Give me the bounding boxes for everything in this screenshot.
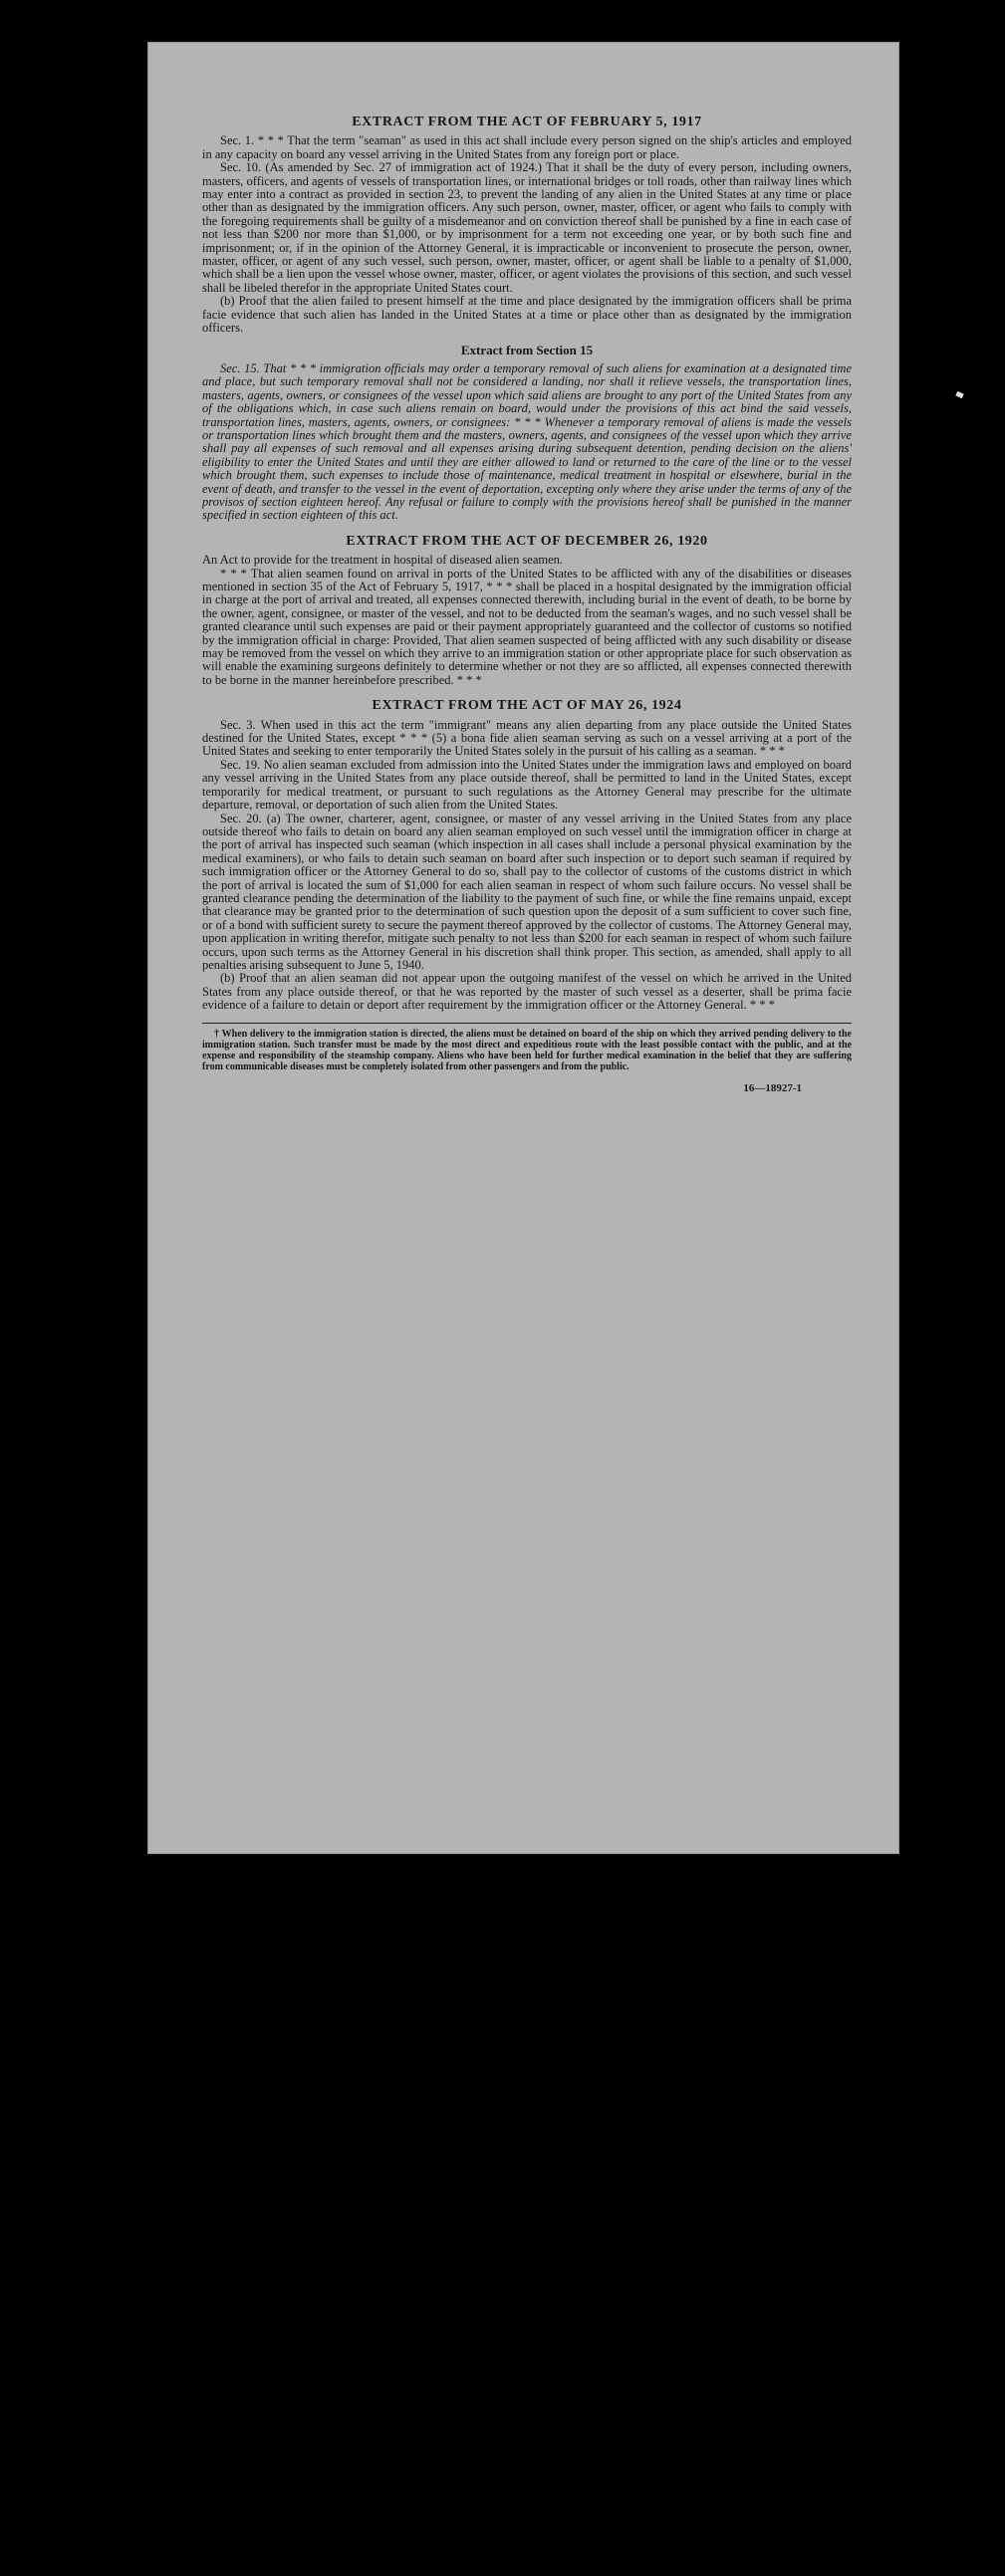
footnote bbox=[202, 1029, 852, 1073]
paragraph-1924-sec-20b: (b) Proof that an alien seaman did not appear upon the outgoing manifest of the vessel on which he arrived in the United States from any place outside thereof, or that he was reported by the master of such vessel as a deserter, shall be prima facie evidence of a failure to detain or deport after requirement by the immigration officer or the Attorney General. * * * bbox=[202, 971, 852, 1013]
heading-act-1920: EXTRACT FROM THE ACT OF DECEMBER 26, 1920 bbox=[346, 533, 708, 549]
scan-speck bbox=[955, 391, 963, 398]
document-body bbox=[202, 116, 852, 1096]
paragraph-sec-15: Sec. 15. That * * * immigration officials may order a temporary removal of such aliens for examination at a designated time and place, but such temporary removal shall not be considered a landing, nor shall it relieve vessels, the transportation lines, masters, agents, owners, or consignees of the vessel upon which said aliens are brought to any port of the United States from any of the obligations which, in case such aliens remain on board, would under the provisions of this act bind the said vessels, transportation lines, masters, agents, owners, or consignees: * * * Whenever a temporary removal of aliens is made the vessels or transportation lines which brought them and the masters, owners, agents, and consignees of the vessel upon which they arrive shall pay all expenses of such removal and all expenses arising during subsequent detention, pending decision on the aliens' eligibility to enter the United States and until they are either allowed to land or returned to the care of the line or to the vessel which brought them, such expenses to include those of maintenance, medical treatment in hospital or elsewhere, burial in the event of death, and transfer to the vessel in the event of deportation, excepting only where they arise under the terms of any of the provisos of section eighteen hereof. Any refusal or failure to comply with the provisions hereof shall be punished in the manner specified in section eighteen of this act. bbox=[202, 360, 852, 523]
form-number: 16—18927-1 bbox=[743, 1082, 802, 1095]
document-page bbox=[147, 42, 899, 1854]
paragraph-1924-sec-3: Sec. 3. When used in this act the term "immigrant" means any alien departing from any place outside the United States destined for the United States, except * * * (5) a bona fide alien seaman serving as such on a vessel arriving at a port of the United States and seeking to enter temporarily the United States solely in the pursuit of his calling as a seaman. * * * bbox=[202, 717, 852, 759]
heading-act-1917: EXTRACT FROM THE ACT OF FEBRUARY 5, 1917 bbox=[352, 115, 702, 129]
paragraph-1920-body: * * * That alien seamen found on arrival in ports of the United States to be afflicted with any of the disabilities or diseases mentioned in section 35 of the Act of February 5, 1917, * * * shall be placed in a hospital designated by the immigration official in charge at the port of arrival and treated, all expenses connected therewith, including burial in the event of death, to be borne by the owner, agent, consignee, or master of the vessel, and not to be deducted from the seaman's wages, and no such vessel shall be granted clearance until such expenses are paid or their payment appropriately guaranteed and the collector of customs so notified by the immigration official in charge: Provided, That alien seamen suspected of being afflicted with any such disability or disease may be removed from the vessel on which they arrive to an immigration station or other appropriate place for such observation as will enable the examining surgeons definitely to determine whether or not they are so afflicted, all expenses connected therewith to be borne in the manner hereinbefore prescribed. * * * bbox=[202, 566, 852, 687]
paragraph-1924-sec-20a: Sec. 20. (a) The owner, charterer, agent, consignee, or master of any vessel arriving in the United States from any place outside thereof who fails to detain on board any alien seaman employed on such vessel until the immigration officer in charge at the port of arrival has inspected such seaman (which inspection in all cases shall include a personal physical examination by the medical examiners), or who fails to detain such seaman on board after such inspection or to deport such seaman if required by such immigration officer or the Attorney General to do so, shall pay to the collector of customs of the customs district in which the port of arrival is located the sum of $1,000 for each alien seaman in respect of whom such failure occurs. No vessel shall be granted clearance pending the determination of the liability to the payment of such fine, or while the fine remains unpaid, except that clearance may be granted prior to the determination of such question upon the deposit of a sum sufficient to cover such fine, or of a bond with sufficient surety to secure the payment thereof approved by the collector of customs. The Attorney General may, upon application in writing therefor, mitigate such penalty to not less than $200 for each seaman in respect of whom such failure occurs, upon such terms as the Attorney General in his discretion shall think proper. This section, as amended, shall apply to all penalties arising subsequent to June 5, 1940. bbox=[202, 811, 852, 972]
footnote-divider bbox=[202, 1023, 852, 1024]
heading-act-1924: EXTRACT FROM THE ACT OF MAY 26, 1924 bbox=[372, 698, 682, 714]
paragraph-1924-sec-19: Sec. 19. No alien seaman excluded from admission into the United States under the immigration laws and employed on board any vessel arriving in the United States from any place outside thereof, shall be permitted to land in the United States, except temporarily for medical treatment, or pursuant to such regulations as the Attorney General may prescribe for the ultimate departure, removal, or deportation of such alien from the United States. bbox=[202, 757, 852, 813]
paragraph-sec-10b: (b) Proof that the alien failed to present himself at the time and place designated by the immigration officers shall be prima facie evidence that such alien has landed in the United States at a time or place other than as designated by the immigration officers. bbox=[202, 294, 852, 336]
paragraph-sec-1: Sec. 1. * * * That the term "seaman" as used in this act shall include every person signed on the ship's articles and employed in any capacity on board any vessel arriving in the United States from any foreign port or place. bbox=[202, 133, 852, 161]
footnote-text: † When delivery to the immigration station is directed, the aliens must be detained on board of the ship on which they arrived pending delivery to the immigration station. Such transfer must be made by the most direct and expeditious route with the least possible contact with the public, and at the expense and responsibility of the steamship company. Aliens who have been held for further medical examination in the belief that they are suffering from communicable diseases must be completely isolated from other passengers and from the public. bbox=[202, 1028, 852, 1073]
paragraph-sec-10: Sec. 10. (As amended by Sec. 27 of immigration act of 1924.) That it shall be the duty of every person, including owners, masters, officers, and agents of vessels of transportation lines, or international bridges or toll roads, other than railway lines which may enter into a contract as provided in section 23, to prevent the landing of any alien in the United States at any time or place other than as designated by the immigration officers. Any such person, owner, master, officer, or agent who fails to comply with the foregoing requirements shall be guilty of a misdemeanor and on conviction thereof shall be punished by a fine in each case of not less than $200 nor more than $1,000, or by imprisonment for a term not exceeding one year, or by both such fine and imprisonment; or, if in the opinion of the Attorney General, it is impracticable or inconvenient to prosecute the person, owner, master, officer, or agent of any such vessel, such person, owner, master, officer, or agent shall be liable to a penalty of $1,000, which shall be a lien upon the vessel whose owner, master, officer, or agent violates the provisions of this section, and such vessel shall be libeled therefor in the appropriate United States court. bbox=[202, 160, 852, 295]
paragraph-1920-title: An Act to provide for the treatment in hospital of diseased alien seamen. bbox=[202, 553, 564, 568]
heading-section-15: Extract from Section 15 bbox=[460, 342, 594, 357]
